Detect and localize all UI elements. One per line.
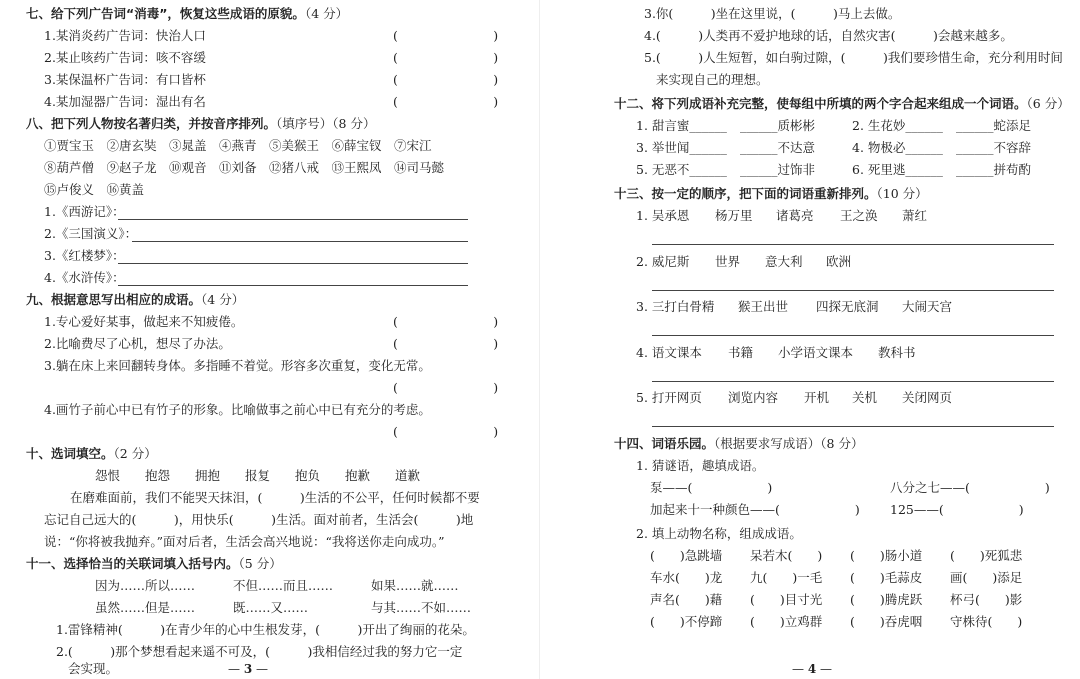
s12-item[interactable]: ______拼苟酌 — [956, 162, 1032, 177]
s7-item-2: 2.某止咳药广告词：咳不容缓 — [44, 50, 206, 65]
s10-passage-line-1: 在磨难面前，我们不能哭天抹泪，( )生活的不公平，任何时候都不要 — [70, 490, 480, 505]
s13-word: 萧红 — [902, 208, 928, 223]
s9-item-4: 4.画竹子前心中已有竹子的形象。比喻做事之前心中已有充分的考虑。 — [44, 402, 431, 417]
s13-word: 书籍 — [728, 345, 754, 360]
s13-word: 王之涣 — [840, 208, 878, 223]
answer-line[interactable] — [652, 381, 1054, 382]
idiom-blank[interactable]: ( )死狐悲 — [950, 548, 1023, 563]
s8-book-1: 1.《西游记》： — [44, 204, 125, 219]
s10-passage-line-3: 说：“你将被我抛弃。”面对后者，生活会高兴地说：“我将送你走向成功。” — [44, 534, 445, 549]
s14-sub-2: 2. 填上动物名称，组成成语。 — [636, 526, 802, 541]
s13-word: 5. 打开网页 — [636, 390, 702, 405]
s8-characters-row-3: ⑮卢俊义 ⑯黄盖 — [44, 182, 145, 197]
answer-line[interactable] — [652, 335, 1054, 336]
idiom-blank[interactable]: 九( )一毛 — [750, 570, 823, 585]
word-option: 报复 — [245, 468, 271, 483]
word-option: 怨恨 — [95, 468, 121, 483]
s11-item-5: 5.( )人生短暂，如白驹过隙，( )我们要珍惜生命，充分利用时间 — [644, 50, 1063, 65]
answer-paren[interactable]: ( ) — [393, 424, 499, 439]
idiom-blank[interactable]: ( )毛蒜皮 — [850, 570, 923, 585]
section-7-title: 七、给下列广告词“消毒”，恢复这些成语的原貌。（4 分） — [26, 6, 349, 21]
idiom-blank[interactable]: 杯弓( )影 — [950, 592, 1023, 607]
riddle[interactable]: 八分之七——( ) — [890, 480, 1050, 495]
s8-book-3: 3.《红楼梦》： — [44, 248, 125, 263]
conjunction-option: 虽然……但是…… — [95, 600, 196, 615]
answer-paren[interactable]: ( ) — [393, 94, 499, 109]
s13-word: 关闭网页 — [902, 390, 953, 405]
s13-word: 四探无底洞 — [816, 299, 879, 314]
s12-item[interactable]: ______过饰非 — [740, 162, 816, 177]
s8-book-2: 2.《三国演义》： — [44, 226, 138, 241]
s13-word: 诸葛亮 — [776, 208, 814, 223]
conjunction-option: 如果……就…… — [371, 578, 459, 593]
s13-word: 意大利 — [765, 254, 803, 269]
s13-word: 教科书 — [878, 345, 916, 360]
s7-item-1: 1.某消炎药广告词：快治人口 — [44, 28, 206, 43]
word-option: 抱怨 — [145, 468, 171, 483]
conjunction-option: 因为……所以…… — [95, 578, 196, 593]
s13-word: 关机 — [852, 390, 878, 405]
riddle[interactable]: 泵——( ) — [650, 480, 773, 495]
s13-word: 欧洲 — [826, 254, 852, 269]
answer-line[interactable] — [652, 426, 1054, 427]
answer-paren[interactable]: ( ) — [393, 72, 499, 87]
word-option: 抱歉 — [345, 468, 371, 483]
s11-item-3: 3.你( )坐在这里说，( )马上去做。 — [644, 6, 901, 21]
answer-paren[interactable]: ( ) — [393, 336, 499, 351]
s12-item[interactable]: 3. 举世闻______ — [636, 140, 727, 155]
idiom-blank[interactable]: ( )吞虎咽 — [850, 614, 923, 629]
answer-paren[interactable]: ( ) — [393, 314, 499, 329]
s13-word: 开机 — [804, 390, 830, 405]
idiom-blank[interactable]: ( )急跳墙 — [650, 548, 723, 563]
s9-item-3: 3.躺在床上来回翻转身体。多指睡不着觉。形容多次重复，变化无常。 — [44, 358, 431, 373]
idiom-blank[interactable]: 声名( )藉 — [650, 592, 723, 607]
s7-item-3: 3.某保温杯广告词：有口皆杯 — [44, 72, 206, 87]
section-12-title: 十二、将下列成语补充完整，使每组中所填的两个字合起来组成一个词语。（6 分） — [614, 96, 1070, 111]
word-option: 道歉 — [395, 468, 421, 483]
s12-item[interactable]: 1. 甜言蜜______ — [636, 118, 727, 133]
s7-item-4: 4.某加湿器广告词：湿出有名 — [44, 94, 206, 109]
word-option: 抱负 — [295, 468, 321, 483]
page-number: — 3 — — [228, 662, 269, 676]
conjunction-option: 既……又…… — [233, 600, 309, 615]
s8-book-4: 4.《水浒传》： — [44, 270, 125, 285]
section-8-title: 八、把下列人物按名著归类，并按音序排列。（填序号）（8 分） — [26, 116, 376, 131]
idiom-blank[interactable]: ( )肠小道 — [850, 548, 923, 563]
section-10-title: 十、选词填空。（2 分） — [26, 446, 157, 461]
s12-item[interactable]: ______蛇添足 — [956, 118, 1032, 133]
s10-passage-line-2: 忘记自己远大的( )，用快乐( )生活。面对前者，生活会( )地 — [44, 512, 474, 527]
section-13-title: 十三、按一定的顺序，把下面的词语重新排列。（10 分） — [614, 186, 928, 201]
idiom-blank[interactable]: 车水( )龙 — [650, 570, 723, 585]
answer-paren[interactable]: ( ) — [393, 50, 499, 65]
conjunction-option: 与其……不如…… — [371, 600, 472, 615]
answer-line[interactable] — [118, 263, 468, 264]
answer-line[interactable] — [652, 290, 1054, 291]
page-4 — [540, 0, 1080, 679]
s11-item-5-cont: 来实现自己的理想。 — [656, 72, 769, 87]
conjunction-option: 不但……而且…… — [233, 578, 334, 593]
s13-word: 3. 三打白骨精 — [636, 299, 715, 314]
s11-item-1: 1.雷锋精神( )在青少年的心中生根发芽，( )开出了绚丽的花朵。 — [56, 622, 475, 637]
s13-word: 浏览内容 — [728, 390, 779, 405]
riddle[interactable]: 125——( ) — [890, 502, 1024, 517]
answer-line[interactable] — [118, 219, 468, 220]
s13-word: 4. 语文课本 — [636, 345, 702, 360]
answer-line[interactable] — [118, 285, 468, 286]
s13-word: 小学语文课本 — [778, 345, 854, 360]
word-option: 拥抱 — [195, 468, 221, 483]
s11-item-4: 4.( )人类再不爱护地球的话，自然灾害( )会越来越多。 — [644, 28, 1013, 43]
idiom-blank[interactable]: 呆若木( ) — [750, 548, 823, 563]
section-9-title: 九、根据意思写出相应的成语。（4 分） — [26, 292, 245, 307]
s13-word: 2. 威尼斯 — [636, 254, 690, 269]
idiom-blank[interactable]: 守株待( ) — [950, 614, 1023, 629]
section-11-title: 十一、选择恰当的关联词填入括号内。（5 分） — [26, 556, 282, 571]
s11-item-2-cont: 会实现。 — [68, 661, 119, 676]
riddle[interactable]: 加起来十一种颜色——( ) — [650, 502, 860, 517]
answer-paren[interactable]: ( ) — [393, 28, 499, 43]
s8-characters-row-1: ①贾宝玉 ②唐玄奘 ③晁盖 ④燕青 ⑤美猴王 ⑥薛宝钗 ⑦宋江 — [44, 138, 432, 153]
answer-line[interactable] — [132, 241, 468, 242]
s13-word: 猴王出世 — [738, 299, 789, 314]
s14-sub-1: 1. 猜谜语，趣填成语。 — [636, 458, 765, 473]
s13-word: 世界 — [715, 254, 741, 269]
s12-item[interactable]: ______不容辞 — [956, 140, 1032, 155]
idiom-blank[interactable]: ( )不停蹄 — [650, 614, 723, 629]
s12-item[interactable]: 4. 物极必______ — [852, 140, 943, 155]
s8-characters-row-2: ⑧葫芦僧 ⑨赵子龙 ⑩观音 ⑪刘备 ⑫猪八戒 ⑬王熙凤 ⑭司马懿 — [44, 160, 445, 175]
s12-item[interactable]: 2. 生花妙______ — [852, 118, 943, 133]
section-14-title: 十四、词语乐园。（根据要求写成语）（8 分） — [614, 436, 864, 451]
idiom-blank[interactable]: ( )立鸡群 — [750, 614, 823, 629]
idiom-blank[interactable]: 画( )添足 — [950, 570, 1023, 585]
s11-item-2: 2.( )那个梦想看起来遥不可及，( )我相信经过我的努力它一定 — [56, 644, 463, 659]
s13-word: 杨万里 — [715, 208, 753, 223]
s12-item[interactable]: ______不达意 — [740, 140, 816, 155]
s12-item[interactable]: 6. 死里逃______ — [852, 162, 943, 177]
s12-item[interactable]: 5. 无恶不______ — [636, 162, 727, 177]
answer-line[interactable] — [652, 244, 1054, 245]
page-number: — 4 — — [792, 662, 833, 676]
idiom-blank[interactable]: ( )目寸光 — [750, 592, 823, 607]
s9-item-2: 2.比喻费尽了心机，想尽了办法。 — [44, 336, 231, 351]
s13-word: 1. 吴承恩 — [636, 208, 690, 223]
s9-item-1: 1.专心爱好某事，做起来不知疲倦。 — [44, 314, 244, 329]
answer-paren[interactable]: ( ) — [393, 380, 499, 395]
idiom-blank[interactable]: ( )腾虎跃 — [850, 592, 923, 607]
s13-word: 大闹天宫 — [902, 299, 953, 314]
s12-item[interactable]: ______质彬彬 — [740, 118, 816, 133]
